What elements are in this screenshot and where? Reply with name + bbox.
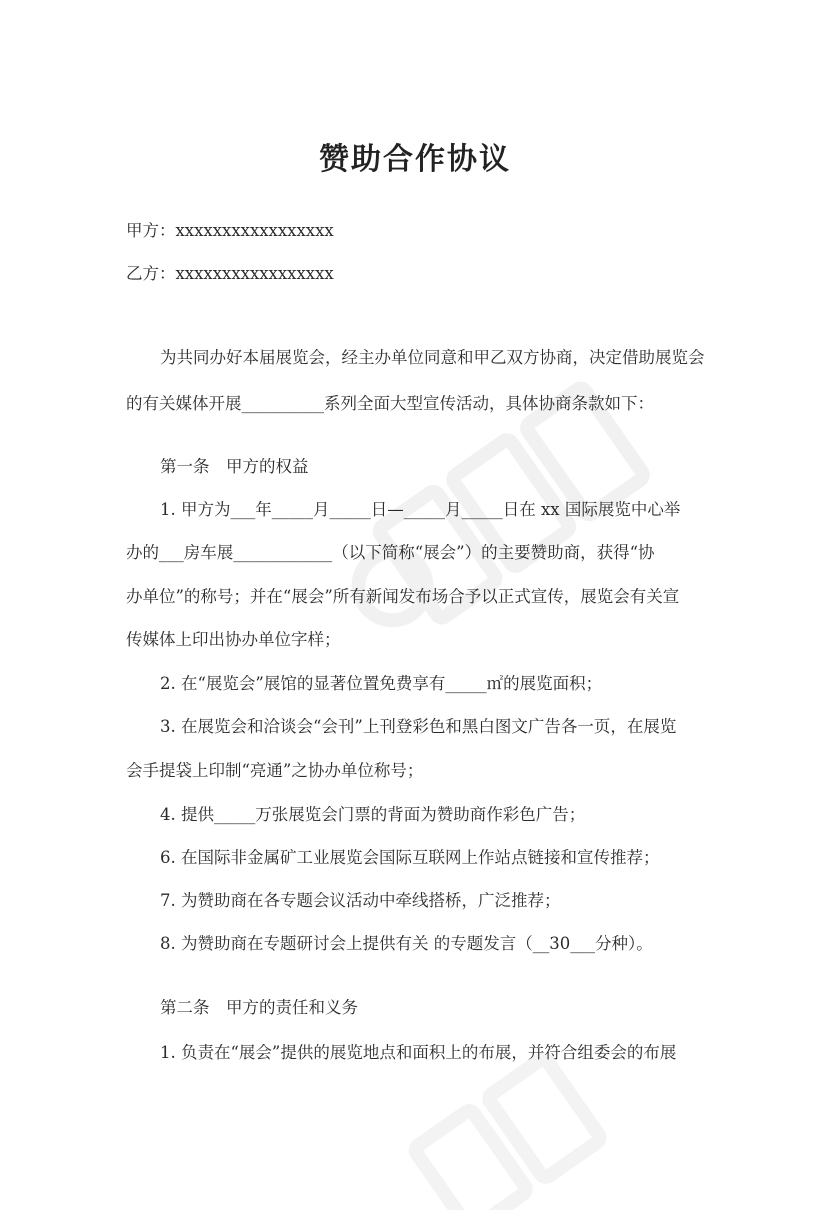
party-b: 乙方：xxxxxxxxxxxxxxxxx <box>126 264 334 283</box>
intro-line-2: 的有关媒体开展__________系列全面大型宣传活动，具体协商条款如下： <box>126 394 654 413</box>
article1-line: 3. 在展览会和洽谈会“会刊”上刊登彩色和黑白图文广告各一页，在展览 <box>160 717 677 736</box>
article1-line: 传媒体上印出协办单位字样； <box>126 630 341 649</box>
article1-heading: 第一条 甲方的权益 <box>160 457 309 476</box>
article2-heading: 第二条 甲方的责任和义务 <box>160 998 358 1017</box>
article1-line: 4. 提供_____万张展览会门票的背面为赞助商作彩色广告； <box>160 805 586 824</box>
page-title: 赞助合作协议 <box>319 142 511 177</box>
article1-line: 办单位”的称号；并在“展会”所有新闻发布场合予以正式宣传，展览会有关宣 <box>126 587 680 606</box>
article1-line: 会手提袋上印制“亮通”之协办单位称号； <box>126 761 424 780</box>
article1-line: 办的___房车展____________（以下简称“展会”）的主要赞助商，获得“协 <box>126 543 655 562</box>
article1-line: 1. 甲方为___年_____月_____日—_____月_____日在 xx 国际展览中心举 <box>160 500 681 519</box>
article1-line: 8. 为赞助商在专题研讨会上提供有关 的专题发言（__30___分种）。 <box>160 934 653 953</box>
party-a: 甲方：xxxxxxxxxxxxxxxxx <box>126 221 334 240</box>
article1-line: 2. 在“展览会”展馆的显著位置免费享有_____㎡的展览面积； <box>160 674 603 693</box>
article2-line: 1. 负责在“展会”提供的展览地点和面积上的布展，并符合组委会的布展 <box>160 1043 677 1062</box>
article1-line: 6. 在国际非金属矿工业展览会国际互联网上作站点链接和宣传推荐； <box>160 848 660 867</box>
article1-line: 7. 为赞助商在各专题会议活动中牵线搭桥，广泛推荐； <box>160 891 561 910</box>
intro-line-1: 为共同办好本届展览会，经主办单位同意和甲乙双方协商，决定借助展览会 <box>160 348 705 367</box>
watermark-icon-bottom <box>300 1010 720 1210</box>
